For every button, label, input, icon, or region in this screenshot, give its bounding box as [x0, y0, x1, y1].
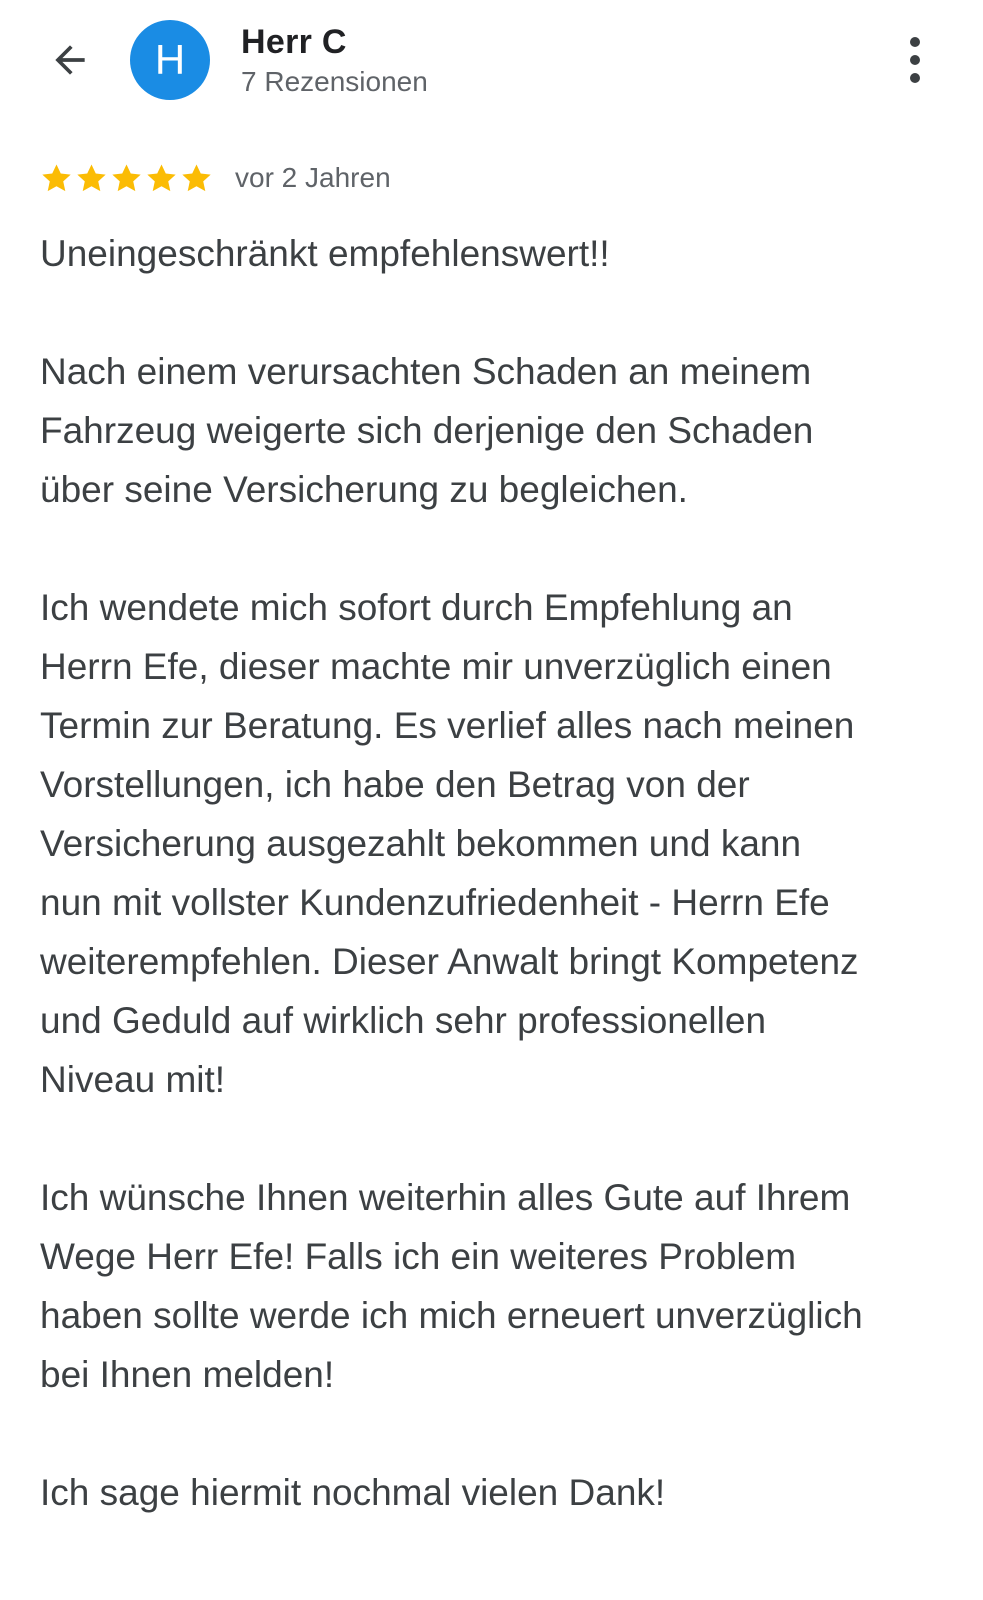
star-icon: [110, 162, 143, 195]
star-icon: [145, 162, 178, 195]
arrow-left-icon: [48, 38, 92, 82]
review-meta: [40, 156, 391, 200]
review-paragraph-5: Ich sage hiermit nochmal vielen Dank!: [40, 1472, 666, 1513]
review-text: [40, 224, 955, 1581]
review-header: [0, 0, 983, 120]
star-icon: [180, 162, 213, 195]
review-date: vor 2 Jahren: [235, 162, 391, 193]
star-rating: [40, 162, 213, 195]
review-count: 7 Rezensionen: [241, 66, 428, 97]
avatar[interactable]: [130, 20, 210, 100]
review-paragraph-4: Ich wünsche Ihnen weiterhin alles Gute auf Ihrem Wege Herr Efe! Falls ich ein weiteres Problem haben sollte werde ich mich erneuert unverzüglich bei Ihnen melden!: [40, 1177, 863, 1395]
more-vertical-icon: [907, 36, 923, 84]
more-options-button[interactable]: [885, 30, 945, 90]
reviewer-info[interactable]: [241, 22, 428, 100]
star-icon: [75, 162, 108, 195]
star-icon: [40, 162, 73, 195]
review-paragraph-1: Uneingeschränkt empfehlenswert!!: [40, 233, 610, 274]
avatar-letter: H: [154, 36, 186, 83]
back-button[interactable]: [40, 30, 100, 90]
review-paragraph-3: Ich wendete mich sofort durch Empfehlung an Herrn Efe, dieser machte mir unverzüglich einen Termin zur Beratung. Es verlief alles nach meinen Vorstellungen, ich habe den Betrag von der Versicherung ausgezahlt bekommen und kann nun mit vollster Kundenzufriedenheit - Herrn Efe weiterempfehlen. Dieser Anwalt bringt Kompetenz und Geduld auf wirklich sehr professionellen Niveau mit!: [40, 587, 859, 1100]
review-paragraph-2: Nach einem verursachten Schaden an meinem Fahrzeug weigerte sich derjenige den Schaden über seine Versicherung zu begleichen.: [40, 351, 814, 510]
reviewer-name[interactable]: Herr C: [241, 23, 347, 61]
